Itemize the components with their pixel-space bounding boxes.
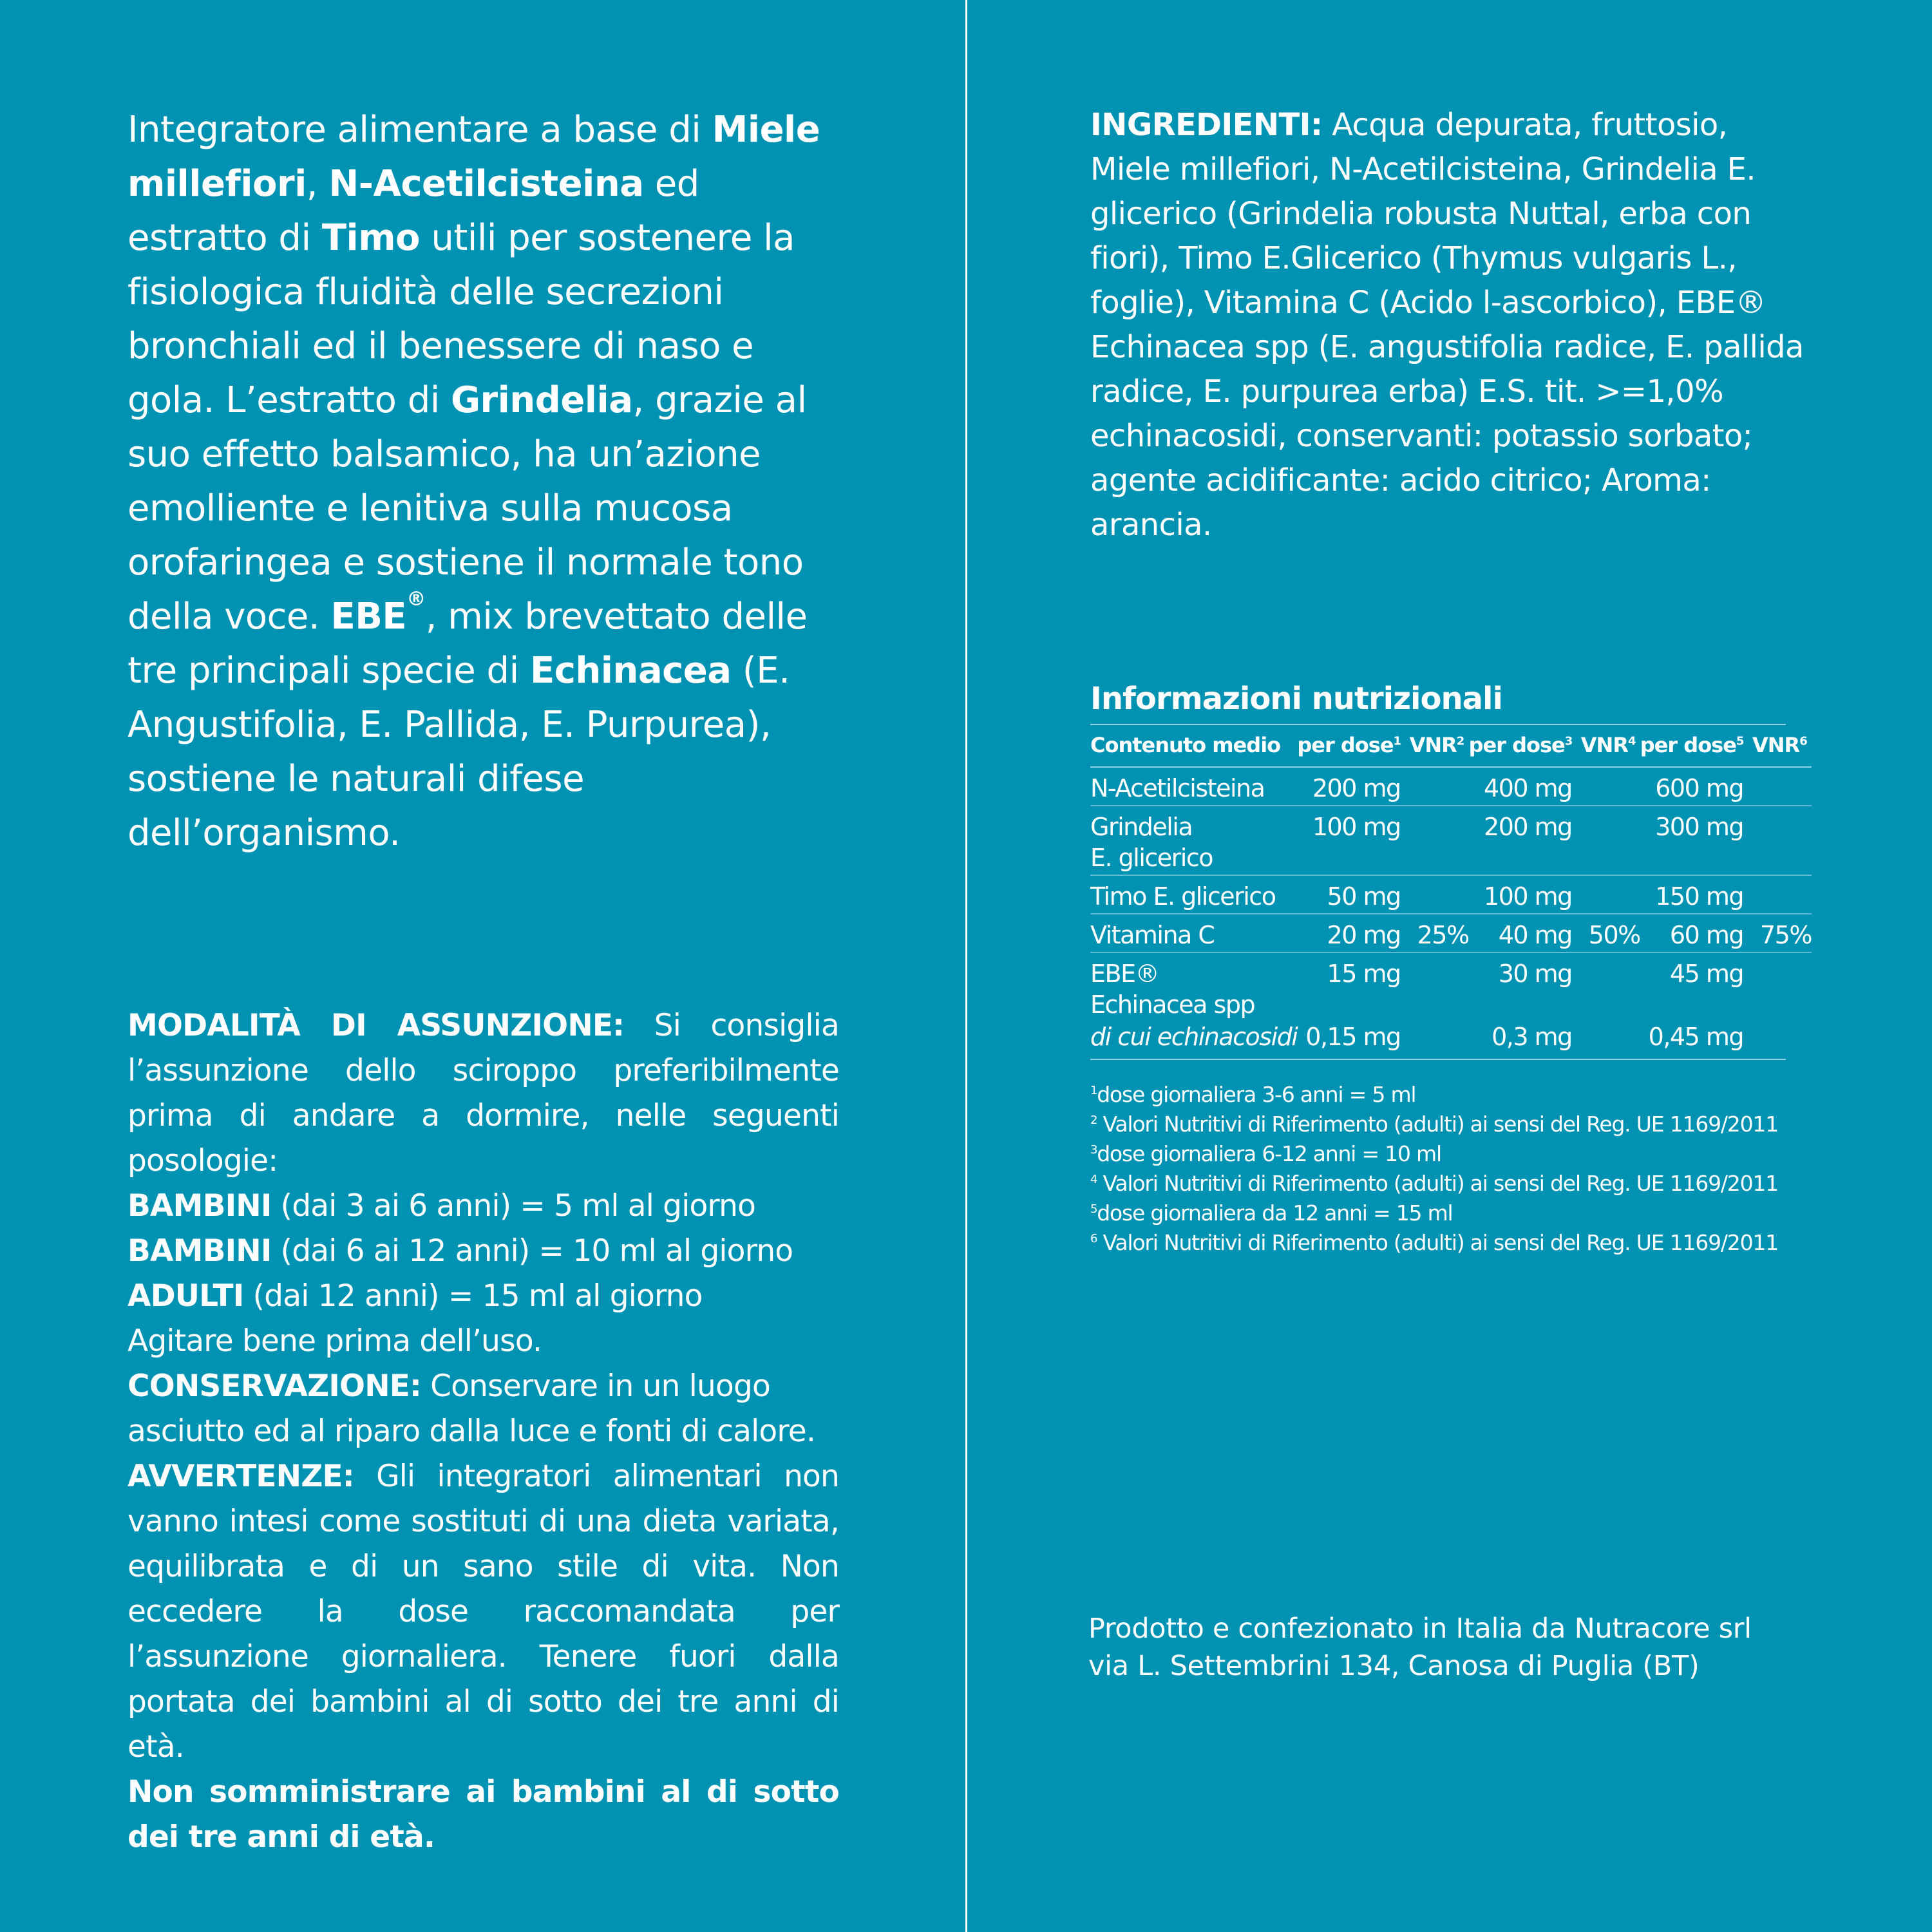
ebe-label: EBE <box>330 596 407 638</box>
ingredient-highlight-nac: N-Acetilcisteina <box>328 163 644 205</box>
dosage-line <box>128 1229 839 1274</box>
footnote <box>1090 1137 1812 1167</box>
vnr-1 <box>1410 875 1469 914</box>
dose-1: 50 mg <box>1297 875 1409 914</box>
footnote <box>1090 1197 1812 1226</box>
footnote-text: dose giornaliera 6-12 anni = 10 ml <box>1097 1141 1441 1166</box>
table-header-row <box>1090 725 1812 767</box>
vnr-2: 50% <box>1581 914 1640 952</box>
footnote-text: dose giornaliera da 12 anni = 15 ml <box>1097 1200 1453 1226</box>
row-name: Timo E. glicerico <box>1090 875 1297 914</box>
header-label: VNR <box>1409 733 1457 757</box>
dose-3: 600 mg <box>1640 767 1752 806</box>
intro-text: , <box>306 163 329 205</box>
header-label: per dose <box>1640 733 1736 757</box>
vnr-2 <box>1581 767 1640 806</box>
dosage-line <box>128 1184 839 1229</box>
dose-3: 60 mg <box>1640 914 1752 952</box>
row-name-line2: E. glicerico <box>1090 844 1213 872</box>
intro-text: utili per sostenere la fisiologica fluidità delle secrezioni bronchiali ed il benessere di naso e gola. L’estratto di <box>128 217 795 421</box>
row-name: N-Acetilcisteina <box>1090 767 1297 806</box>
dose-1: 20 mg <box>1297 914 1409 952</box>
header-label: VNR <box>1752 733 1800 757</box>
vnr-1 <box>1410 806 1469 875</box>
header-sup: 6 <box>1799 734 1807 748</box>
table-row <box>1090 767 1812 806</box>
header-vnr-4 <box>1581 725 1640 767</box>
header-label: Contenuto medio <box>1090 733 1281 757</box>
intro-text: , mix brevettato delle tre principali specie di <box>128 596 808 692</box>
warnings-label: AVVERTENZE: <box>128 1459 354 1494</box>
dose-2: 0,3 mg <box>1492 1023 1572 1051</box>
footnote <box>1090 1167 1812 1197</box>
vnr-2 <box>1581 875 1640 914</box>
vnr-3 <box>1752 875 1812 914</box>
vnr-3 <box>1752 767 1812 806</box>
table-row <box>1090 952 1812 1021</box>
ingredient-highlight-echinacea: Echinacea <box>529 650 732 692</box>
product-description <box>128 103 839 860</box>
table-bottom-rule <box>1090 1059 1786 1060</box>
row-name <box>1090 806 1297 875</box>
header-per-dose-1 <box>1297 725 1409 767</box>
header-label: VNR <box>1580 733 1628 757</box>
nutrition-table <box>1090 725 1812 1054</box>
vnr-1: 25% <box>1410 914 1469 952</box>
dose-3: 300 mg <box>1640 806 1752 875</box>
nutrition-title: Informazioni nutrizionali <box>1090 681 1502 717</box>
ingredient-highlight-ebe <box>330 588 426 638</box>
ingredient-highlight-timo: Timo <box>321 217 421 259</box>
producer-info <box>1088 1610 1752 1685</box>
footnote-sup: 5 <box>1090 1202 1097 1216</box>
producer-address: via L. Settembrini 134, Canosa di Puglia (BT) <box>1088 1650 1700 1682</box>
dose-2: 100 mg <box>1469 875 1581 914</box>
panel-divider <box>965 0 967 1932</box>
nutrition-section <box>1090 676 1812 1256</box>
dose-2: 40 mg <box>1469 914 1581 952</box>
row-name-line1: Grindelia <box>1090 813 1193 841</box>
dose-2: 30 mg <box>1498 960 1572 988</box>
ingredients <box>1090 103 1805 547</box>
vnr-1 <box>1410 767 1469 806</box>
table-row-sub <box>1090 1021 1812 1054</box>
row-name-line1: EBE® <box>1090 960 1159 988</box>
dose-2: 400 mg <box>1469 767 1581 806</box>
intro-text: , grazie al suo effetto balsamico, ha un’azione emolliente e lenitiva sulla mucosa orofaringea e sostiene il normale tono della voce. <box>128 379 807 638</box>
dose-1: 100 mg <box>1297 806 1409 875</box>
storage-text: Conservare in un luogo asciutto ed al riparo dalla luce e fonti di calore. <box>128 1368 816 1449</box>
dose-2: 200 mg <box>1469 806 1581 875</box>
usage-mode <box>128 1003 839 1184</box>
warnings <box>128 1454 839 1860</box>
footnote <box>1090 1078 1812 1108</box>
header-sup: 1 <box>1393 734 1401 748</box>
dosage-label: BAMBINI <box>128 1233 272 1269</box>
shake-instruction: Agitare bene prima dell’uso. <box>128 1323 542 1359</box>
producer-line: Prodotto e confezionato in Italia da Nutracore srl <box>1088 1613 1752 1645</box>
vnr-1 <box>1410 1021 1469 1054</box>
ingredients-label: INGREDIENTI: <box>1090 107 1323 143</box>
header-label: per dose <box>1468 733 1565 757</box>
dose-3: 45 mg <box>1669 960 1743 988</box>
vnr-2 <box>1581 806 1640 875</box>
dose-1: 200 mg <box>1297 767 1409 806</box>
warnings-bold: Non somministrare ai bambini al di sotto dei tre anni di età. <box>128 1774 839 1855</box>
dose-1: 15 mg <box>1327 960 1401 988</box>
dosage-text: (dai 3 ai 6 anni) = 5 ml al giorno <box>271 1188 756 1224</box>
ingredients-text: Acqua depurata, fruttosio, Miele millefiori, N-Acetilcisteina, Grindelia E. glicerico (Grindelia robusta Nuttal, erba con fiori), Timo E.Glicerico (Thymus vulgaris L., foglie), Vitamina C (Acido l-ascorbico), EBE® Echinacea spp (E. angustifolia radice, E. pallida radice, E. purpurea erba) E.S. tit. >=1,0% echinacosidi, conservanti: potassio sorbato; agente acidificante: acido citrico; Aroma: arancia. <box>1090 107 1804 543</box>
footnote-text: Valori Nutritivi di Riferimento (adulti) ai sensi del Reg. UE 1169/2011 <box>1097 1171 1778 1196</box>
header-per-dose-3 <box>1469 725 1581 767</box>
storage <box>128 1364 839 1454</box>
footnote <box>1090 1226 1812 1256</box>
dosage-text: (dai 12 anni) = 15 ml al giorno <box>243 1278 703 1314</box>
table-row <box>1090 806 1812 875</box>
header-vnr-2 <box>1410 725 1469 767</box>
right-panel <box>1090 103 1805 547</box>
header-label: per dose <box>1297 733 1394 757</box>
vnr-2 <box>1581 1021 1640 1054</box>
footnote-sup: 6 <box>1090 1232 1097 1245</box>
warnings-text: Gli integratori alimentari non vanno intesi come sostituti di una dieta variata, equilibrata e di un sano stile di vita. Non eccedere la dose raccomandata per l’assunzione giornaliera. Tenere fuori dalla portata dei bambini al di sotto dei tre anni di età. <box>128 1459 839 1765</box>
table-row <box>1090 914 1812 952</box>
footnote-text: Valori Nutritivi di Riferimento (adulti) ai sensi del Reg. UE 1169/2011 <box>1097 1230 1778 1255</box>
ingredient-highlight-miele: Miele millefiori <box>128 109 820 205</box>
dosage-line <box>128 1274 839 1319</box>
dose-3: 150 mg <box>1640 875 1752 914</box>
footnote-sup: 4 <box>1090 1173 1097 1186</box>
row-name: Vitamina C <box>1090 914 1297 952</box>
row-name: di cui echinacosidi <box>1090 1023 1298 1051</box>
vnr-3 <box>1752 952 1812 1021</box>
intro-text: Integratore alimentare a base di <box>128 109 712 151</box>
header-sup: 2 <box>1456 734 1464 748</box>
vnr-3: 75% <box>1752 914 1812 952</box>
intro-text: ed estratto di <box>128 163 699 259</box>
vnr-1 <box>1410 952 1469 1021</box>
intro-text: (E. Angustifolia, E. Pallida, E. Purpurea), sostiene le naturali difese dell’organismo. <box>128 650 790 854</box>
header-vnr-6 <box>1752 725 1812 767</box>
dosage-label: BAMBINI <box>128 1188 272 1224</box>
vnr-3 <box>1752 806 1812 875</box>
dosage-label: ADULTI <box>128 1278 244 1314</box>
vnr-2 <box>1581 952 1640 1021</box>
vnr-3 <box>1752 1021 1812 1054</box>
usage-mode-text: Si consiglia l’assunzione dello sciroppo preferibilmente prima di andare a dormire, nelle seguenti posologie: <box>128 1008 839 1179</box>
footnote-text: Valori Nutritivi di Riferimento (adulti) ai sensi del Reg. UE 1169/2011 <box>1097 1112 1778 1137</box>
header-sup: 3 <box>1564 734 1573 748</box>
row-name <box>1090 952 1297 1021</box>
header-sup: 5 <box>1736 734 1744 748</box>
footnotes <box>1090 1078 1812 1256</box>
footnote-sup: 3 <box>1090 1143 1097 1157</box>
dose-1: 0,15 mg <box>1305 1023 1401 1051</box>
storage-label: CONSERVAZIONE: <box>128 1368 422 1404</box>
dosage-text: (dai 6 ai 12 anni) = 10 ml al giorno <box>271 1233 793 1269</box>
header-per-dose-5 <box>1640 725 1752 767</box>
footnote <box>1090 1108 1812 1137</box>
header-sup: 4 <box>1627 734 1636 748</box>
usage-section <box>128 1003 839 1860</box>
dose-3: 0,45 mg <box>1648 1023 1743 1051</box>
ingredient-highlight-grindelia: Grindelia <box>451 379 633 421</box>
footnote-sup: 2 <box>1090 1113 1097 1127</box>
row-name-line2: Echinacea spp <box>1090 990 1255 1019</box>
table-row <box>1090 875 1812 914</box>
left-panel <box>128 103 839 860</box>
header-contenuto <box>1090 725 1297 767</box>
usage-mode-label: MODALITÀ DI ASSUNZIONE: <box>128 1008 625 1043</box>
footnote-text: dose giornaliera 3-6 anni = 5 ml <box>1097 1082 1416 1107</box>
registered-mark: ® <box>406 588 426 611</box>
footnote-sup: 1 <box>1090 1084 1097 1097</box>
